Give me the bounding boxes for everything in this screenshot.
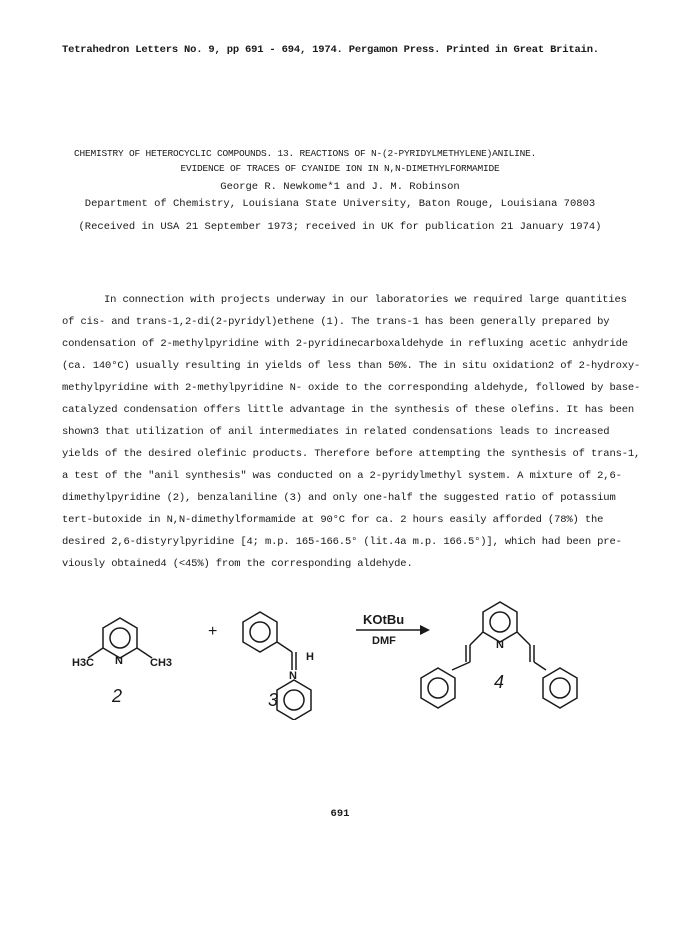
compound-4-structure [421,602,577,708]
methyl-right-label: CH3 [150,657,173,669]
body-line: catalyzed condensation offers little advantage in the synthesis of these olefins. It has been [62,404,635,416]
received-date-line: (Received in USA 21 September 1973; received in UK for publication 21 January 1974) [78,221,602,233]
aromatic-circle [428,678,448,698]
aromatic-circle [250,622,270,642]
pyridine-ring [483,602,517,642]
reagent-label: KOtBu [363,612,405,627]
body-line: a test of the "anil synthesis" was conducted on a 2-pyridylmethyl system. A mixture of 2,6- [62,470,622,482]
reaction-scheme [60,600,620,720]
body-line: methylpyridine with 2-methylpyridine N- oxide to the corresponding aldehyde, followed by base- [62,382,641,394]
author-line: George R. Newkome*1 and J. M. Robinson [220,181,460,193]
vinyl-bond-left [470,632,483,645]
body-line: desired 2,6-distyrylpyridine [4; m.p. 165-166.5° (lit.4a m.p. 166.5°)], which had been pre- [62,536,622,548]
page-number: 691 [330,808,350,820]
aniline-ring [277,680,311,720]
body-line: yields of the desired olefinic products. Therefore before attempting the synthesis of trans-1, [62,448,641,460]
aromatic-circle [284,690,304,710]
phenyl-ring-right [543,668,577,708]
label-compound-3: 3 [268,690,279,710]
journal-citation-header: Tetrahedron Letters No. 9, pp 691 - 694, 1974. Pergamon Press. Printed in Great Britain. [62,44,599,56]
aromatic-circle [110,628,130,648]
body-line: condensation of 2-methylpyridine with 2-pyridinecarboxaldehyde in refluxing acetic anhydride [62,338,628,350]
body-line: shown3 that utilization of anil intermediates in related condensations leads to increased [62,426,610,438]
phenyl-bond-left [452,662,470,670]
compound-2-structure [88,618,152,658]
product-nitrogen-label: N [496,639,504,651]
body-line: In connection with projects underway in our laboratories we required large quantities [104,294,627,306]
affiliation-line: Department of Chemistry, Louisiana State University, Baton Rouge, Louisiana 70803 [84,198,596,210]
aromatic-circle [490,612,510,632]
pyridine-ring [103,618,137,658]
arrow-head [420,625,430,635]
body-line: dimethylpyridine (2), benzalaniline (3) and only one-half the suggested ratio of potassium [62,492,616,504]
plus-sign: + [208,623,218,640]
ch-bond [277,642,292,652]
ring-nitrogen-label: N [115,655,123,667]
label-compound-2: 2 [112,686,123,706]
body-line: tert-butoxide in N,N-dimethylformamide at 90°C for ca. 2 hours easily afforded (78%) the [62,514,604,526]
solvent-label: DMF [372,635,396,647]
vinyl-bond-right [517,632,530,645]
body-line: viously obtained4 (<45%) from the corresponding aldehyde. [62,558,413,570]
benzylidene-ring [243,612,277,652]
phenyl-ring-left [421,668,455,708]
phenyl-bond-right [534,662,546,670]
body-line: of cis- and trans-1,2-di(2-pyridyl)ethene (1). The trans-1 has been generally prepared by [62,316,610,328]
article-title-line-1: CHEMISTRY OF HETEROCYCLIC COMPOUNDS. 13. REACTIONS OF N-(2-PYRIDYLMETHYLENE)ANILINE. [74,148,537,159]
body-line: (ca. 140°C) usually resulting in yields of less than 50%. The in situ oxidation2 of 2-hydroxy- [62,360,641,372]
methyl-left-label: H3C [72,657,95,669]
body-paragraph [62,289,641,575]
article-title-line-2: EVIDENCE OF TRACES OF CYANIDE ION IN N,N-DIMETHYLFORMAMIDE [180,163,500,174]
imine-n-label: N [289,670,297,682]
label-compound-4: 4 [494,672,505,692]
imine-h-label: H [306,651,314,663]
aromatic-circle [550,678,570,698]
